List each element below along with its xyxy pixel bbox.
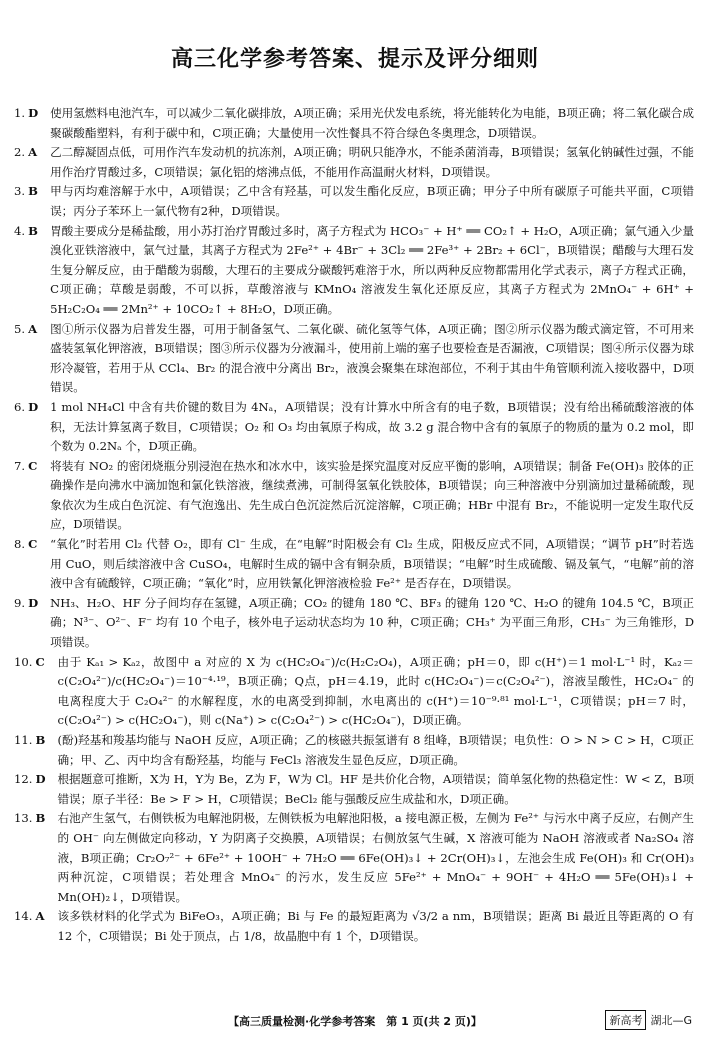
item-answer: D (28, 595, 39, 610)
item-explanation: 将装有 NO₂ 的密闭烧瓶分别浸泡在热水和冰水中，该实验是探究温度对反应平衡的影响，A项错误；制备 Fe(OH)₃ 胶体的正确操作是向沸水中滴加饱和氯化铁溶液，继续煮沸，可制得氢氧化铁胶体，B项错误；向三种溶液中分别滴加过量稀硫酸，现象依次为生成白色沉淀、有气泡逸出、先生成白色沉淀然后沉淀溶解，C项正确；HBr 中混有 Br₂，不能说明一定发生取代反应，D项错误。 (50, 458, 694, 532)
item-explanation: 右池产生氢气，右侧铁板为电解池阴极，左侧铁板为电解池阳极，a 接电源正极，左侧为 Fe²⁺ 与污水中离子反应，右侧产生的 OH⁻ 向左侧做定向移动，Y 为阴离子交换膜，A项错误；右侧放氢气生碱，X 溶液可能为 NaOH 溶液或者 Na₂SO₄ 溶液，B项正确；Cr₂O₇²⁻ + 6Fe²⁺ + 10OH⁻ + 7H₂O ══ 6Fe(OH)₃↓ + 2Cr(OH)₃↓，左池会生成 Fe(OH)₃ 和 Cr(OH)₃ 两种沉淀，C项错误；若处理含 MnO₄⁻ 的污水，发生反应 5Fe²⁺ + MnO₄⁻ + 9OH⁻ + 4H₂O ══ 5Fe(OH)₃↓ + Mn(OH)₂↓，D项错误。 (57, 811, 694, 904)
item-answer: A (35, 909, 45, 924)
item-explanation: (酚)羟基和羧基均能与 NaOH 反应，A项正确；乙的核磁共振氢谱有 8 组峰，B项错误；电负性：O > N > C > H，C项正确；甲、乙、丙中均含有酚羟基，均能与 FeCl₃ 溶液发生显色反应，D项正确。 (57, 733, 694, 767)
item-explanation: 甲与丙均难溶解于水中，A项错误；乙中含有羟基，可以发生酯化反应，B项正确；甲分子中所有碳原子可能共平面，C项错误；丙分子苯环上一氯代物有2种，D项错误。 (50, 184, 694, 218)
answer-item-13 (14, 809, 694, 907)
answer-item-6 (14, 398, 694, 457)
item-answer: C (28, 537, 38, 552)
item-answer: B (35, 811, 46, 826)
answer-item-7 (14, 457, 694, 535)
answer-item-4 (14, 222, 694, 320)
item-answer: D (28, 399, 39, 414)
exam-type-badge: 新高考 (605, 1010, 646, 1030)
item-answer: A (28, 145, 38, 160)
item-explanation: 该多铁材料的化学式为 BiFeO₃，A项正确；Bi 与 Fe 的最短距离为 √3/2 a nm，B项错误；距离 Bi 最近且等距离的 O 有 12 个，C项错误；Bi 处于顶点，占 1/8，故晶胞中有 1 个，D项错误。 (57, 909, 694, 943)
item-number: 5. (14, 321, 26, 336)
item-number: 14. (14, 909, 33, 924)
item-explanation: 1 mol NH₄Cl 中含有共价键的数目为 4Nₐ，A项错误；没有计算水中所含有的电子数，B项错误；没有给出稀硫酸溶液的体积，无法计算氢离子数目，C项错误；O₂ 和 O₃ 均由氧原子构成，故 3.2 g 混合物中含有的氧原子的物质的量为 0.2 mol，即个数为 0.2Nₐ 个，D项正确。 (50, 399, 694, 454)
item-answer: B (28, 223, 38, 238)
item-answer: B (28, 184, 38, 199)
item-number: 8. (14, 537, 26, 552)
item-answer: D (35, 772, 46, 787)
item-number: 7. (14, 458, 26, 473)
item-number: 12. (14, 772, 33, 787)
item-number: 2. (14, 145, 26, 160)
item-answer: C (35, 654, 45, 669)
answer-item-2 (14, 143, 694, 182)
footer-page-info: 【高三质量检测·化学参考答案 第 1 页(共 2 页)】 (228, 1015, 482, 1028)
item-explanation: 图①所示仪器为启普发生器，可用于制备氢气、二氧化碳、硫化氢等气体，A项正确；图②所示仪器为酸式滴定管，不可用来盛装氢氧化钾溶液，B项错误；图③所示仪器为分液漏斗，使用前上端的塞子也要检查是否漏液，C项错误；图④所示仪器为球形冷凝管，若用于从 CCl₄、Br₂ 的混合液中分离出 Br₂，液溴会聚集在球泡部位，不利于其由牛角管顺利流入接收器中，D项错误。 (50, 321, 694, 395)
item-number: 6. (14, 399, 26, 414)
item-answer: B (35, 733, 46, 747)
item-number: 3. (14, 184, 26, 199)
answer-item-5 (14, 320, 694, 398)
answer-item-8 (14, 535, 694, 594)
answer-item-10 (14, 653, 694, 731)
answer-list (14, 104, 694, 947)
item-explanation: NH₃、H₂O、HF 分子间均存在氢键，A项正确；CO₂ 的键角 180 ℃、BF₃ 的键角 120 ℃、H₂O 的键角 104.5 ℃，B项正确；N³⁻、O²⁻、F⁻ 均有 10 个电子，核外电子运动状态均为 10 种，C项正确；CH₃⁺ 为平面三角形，CH₃⁻ 为三角锥形，D项错误。 (50, 595, 694, 650)
answer-item-3 (14, 182, 694, 221)
item-number: 11. (14, 733, 33, 747)
item-answer: C (28, 458, 38, 473)
page-footer (0, 1010, 710, 1032)
answer-item-1 (14, 104, 694, 143)
item-answer: D (28, 106, 39, 120)
item-explanation: 由于 Kₐ₁ > Kₐ₂，故图中 a 对应的 X 为 c(HC₂O₄⁻)/c(H₂C₂O₄)，A项正确；pH＝0，即 c(H⁺)＝1 mol·L⁻¹ 时，Kₐ₂＝c(C₂O₄²⁻)/c(HC₂O₄⁻)＝10⁻⁴·¹⁹，B项正确；Q点，pH＝4.19，此时 c(HC₂O₄⁻)＝c(C₂O₄²⁻)，溶液呈酸性，HC₂O₄⁻ 的电离程度大于 C₂O₄²⁻ 的水解程度，水的电离受到抑制，水电离出的 c(H⁺)＝10⁻⁹·⁸¹ mol·L⁻¹，C项错误；pH＝7 时，c(C₂O₄²⁻) > c(HC₂O₄⁻)，则 c(Na⁺) > c(C₂O₄²⁻) > c(HC₂O₄⁻)，D项正确。 (57, 654, 695, 728)
footer-region (605, 1010, 692, 1030)
item-number: 10. (14, 654, 33, 669)
item-explanation: 胃酸主要成分是稀盐酸，用小苏打治疗胃酸过多时，离子方程式为 HCO₃⁻ + H⁺ ══ CO₂↑ + H₂O，A项正确；氯气通入少量溴化亚铁溶液中，氯气过量，其离子方程式为 2Fe²⁺ + 4Br⁻ + 3Cl₂ ══ 2Fe³⁺ + 2Br₂ + 6Cl⁻，B项错误；醋酸与大理石发生复分解反应，由于醋酸为弱酸，大理石的主要成分碳酸钙难溶于水，所以两种反应物都需用化学式表示，离子方程式正确，C项正确；草酸是弱酸，不可以拆，草酸溶液与 KMnO₄ 溶液发生氧化还原反应，其离子方程式为 2MnO₄⁻ + 6H⁺ + 5H₂C₂O₄ ══ 2Mn²⁺ + 10CO₂↑ + 8H₂O，D项正确。 (50, 223, 694, 316)
page-title: 高三化学参考答案、提示及评分细则 (170, 47, 539, 72)
item-answer: A (28, 321, 38, 336)
answer-item-9 (14, 594, 694, 653)
item-number: 9. (14, 595, 26, 610)
item-explanation: “氧化”时若用 Cl₂ 代替 O₂，即有 Cl⁻ 生成，在“电解”时阳极会有 Cl₂ 生成，阳极反应式不同，A项错误；“调节 pH”时若选用 CuO，则后续溶液中含 CuSO₄，电解时生成的镉中含有铜杂质，B项错误；“电解”时生成硫酸、镉及氧气，“电解”前的溶液中含有硫酸锌，C项正确；“氧化”时，应用铁氰化钾溶液检验 Fe²⁺ 是否存在，D项错误。 (50, 537, 694, 591)
answer-item-14 (14, 907, 694, 946)
item-explanation: 根据题意可推断，X为 H，Y为 Be，Z为 F，W为 Cl。HF 是共价化合物，A项错误；简单氢化物的热稳定性：W < Z，B项错误；原子半径：Be > F > H，C项错误；BeCl₂ 能与强酸反应生成盐和水，D项正确。 (57, 772, 694, 806)
item-number: 4. (14, 223, 26, 238)
region-label: 湖北—G (650, 1014, 692, 1027)
answer-item-12 (14, 770, 694, 809)
item-explanation: 使用氢燃料电池汽车，可以减少二氧化碳排放，A项正确；采用光伏发电系统，将光能转化为电能，B项正确；将二氧化碳合成聚碳酸酯塑料，有利于碳中和，C项正确；大量使用一次性餐具不符合绿色冬奥理念，D项错误。 (50, 106, 694, 140)
answer-item-11 (14, 731, 694, 770)
item-number: 13. (14, 811, 33, 826)
item-explanation: 乙二醇凝固点低，可用作汽车发动机的抗冻剂，A项正确；明矾只能净水，不能杀菌消毒，B项错误；氢氧化钠碱性过强，不能用作治疗胃酸过多，C项错误；氯化铝的熔沸点低，不能用作高温耐火材料，D项错误。 (50, 145, 694, 179)
item-number: 1. (14, 106, 26, 120)
